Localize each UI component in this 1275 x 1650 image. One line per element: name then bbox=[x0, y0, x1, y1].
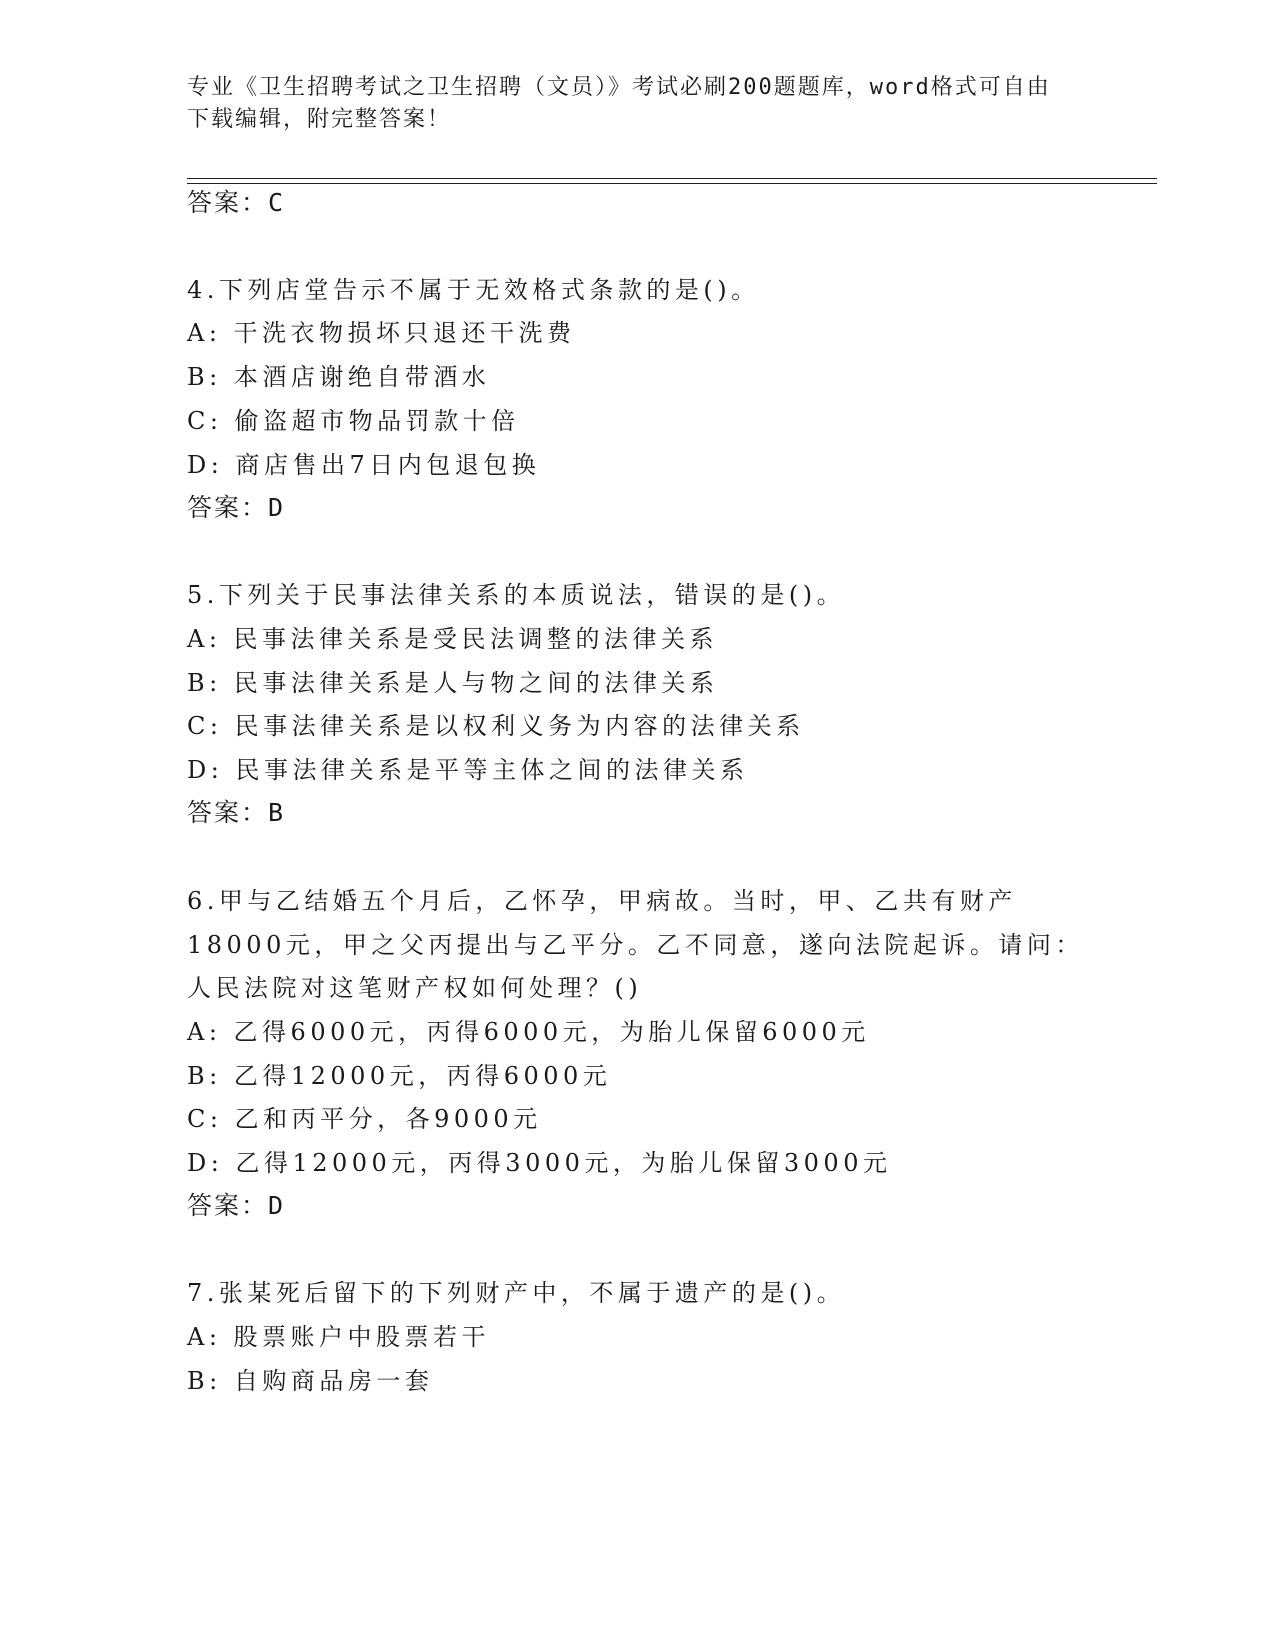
question-4-stem: 4.下列店堂告示不属于无效格式条款的是()。 bbox=[187, 276, 760, 304]
question-6-option-c: C: 乙和丙平分，各9000元 bbox=[187, 1105, 542, 1133]
header-divider-top bbox=[187, 178, 1157, 179]
question-4-option-a: A: 干洗衣物损坏只退还干洗费 bbox=[187, 319, 576, 347]
question-6-stem-line-2: 18000元，甲之父丙提出与乙平分。乙不同意，遂向法院起诉。请问： bbox=[187, 931, 1084, 959]
question-7-option-a: A: 股票账户中股票若干 bbox=[187, 1323, 491, 1351]
document-header-note: 专业《卫生招聘考试之卫生招聘（文员）》考试必刷200题题库，word格式可自由下载编辑，附完整答案！ bbox=[187, 75, 1051, 132]
question-6-answer: 答案：D bbox=[187, 1191, 286, 1220]
question-5-option-a: A: 民事法律关系是受民法调整的法律关系 bbox=[187, 625, 719, 653]
question-6-stem-line-3: 人民法院对这笔财产权如何处理？() bbox=[187, 974, 643, 1002]
question-6-option-d: D: 乙得12000元，丙得3000元，为胎儿保留3000元 bbox=[187, 1149, 892, 1177]
question-6-stem-line-1: 6.甲与乙结婚五个月后，乙怀孕，甲病故。当时，甲、乙共有财产 bbox=[187, 887, 1017, 915]
question-5-option-b: B: 民事法律关系是人与物之间的法律关系 bbox=[187, 669, 719, 697]
question-5-answer: 答案：B bbox=[187, 798, 286, 827]
header-divider-bottom bbox=[187, 183, 1157, 184]
question-4-option-c: C: 偷盗超市物品罚款十倍 bbox=[187, 407, 520, 435]
question-7-stem: 7.张某死后留下的下列财产中，不属于遗产的是()。 bbox=[187, 1279, 846, 1307]
question-4-answer: 答案：D bbox=[187, 493, 286, 522]
question-7-option-b: B: 自购商品房一套 bbox=[187, 1367, 434, 1395]
question-4-option-b: B: 本酒店谢绝自带酒水 bbox=[187, 363, 491, 391]
answer-prev: 答案：C bbox=[187, 188, 286, 217]
question-5-option-c: C: 民事法律关系是以权利义务为内容的法律关系 bbox=[187, 712, 805, 740]
question-4-option-d: D: 商店售出7日内包退包换 bbox=[187, 451, 541, 479]
question-5-option-d: D: 民事法律关系是平等主体之间的法律关系 bbox=[187, 756, 749, 784]
question-6-option-b: B: 乙得12000元，丙得6000元 bbox=[187, 1062, 612, 1090]
question-5-stem: 5.下列关于民事法律关系的本质说法，错误的是()。 bbox=[187, 581, 846, 609]
question-6-option-a: A: 乙得6000元，丙得6000元，为胎儿保留6000元 bbox=[187, 1018, 870, 1046]
